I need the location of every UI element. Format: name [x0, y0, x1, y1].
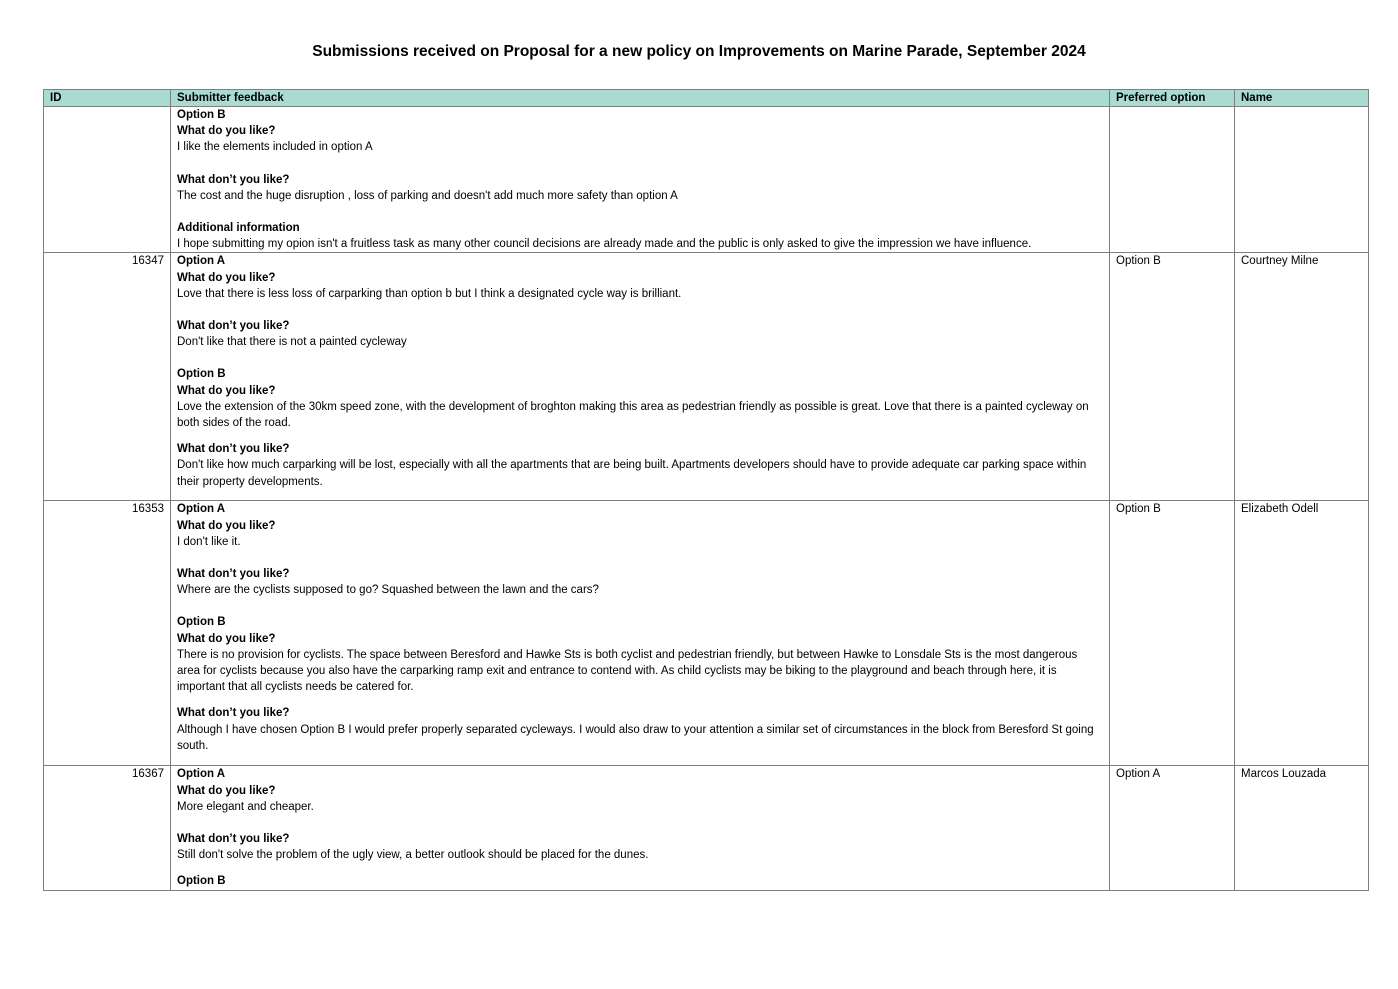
row-name: Elizabeth Odell [1235, 501, 1369, 766]
like-text: I like the elements included in option A [177, 141, 373, 154]
like-heading: What do you like? [177, 784, 276, 797]
dislike-text: Where are the cyclists supposed to go? Squashed between the lawn and the cars? [177, 584, 599, 597]
row-feedback [171, 253, 1110, 501]
dislike-heading: What don’t you like? [177, 320, 290, 333]
page-title: Submissions received on Proposal for a new policy on Improvements on Marine Parade, September 2024 [312, 43, 1086, 60]
option-b-label: Option B [177, 368, 226, 381]
like-text: More elegant and cheaper. [177, 800, 314, 813]
option-label: Option B [177, 109, 226, 121]
row-id: 16353 [44, 501, 171, 766]
like-heading: What do you like? [177, 632, 276, 645]
column-header-name: Name [1235, 90, 1369, 107]
option-a-label: Option A [177, 768, 226, 781]
row-feedback [171, 107, 1110, 253]
dislike-heading: What don’t you like? [177, 568, 290, 581]
dislike-text: The cost and the huge disruption , loss of parking and doesn't add much more safety than option A [177, 189, 678, 202]
column-header-preferred-option: Preferred option [1110, 90, 1235, 107]
row-id: 16347 [44, 253, 171, 501]
column-header-id: ID [44, 90, 171, 107]
dislike-heading: What don’t you like? [177, 833, 290, 846]
table-row [44, 501, 1369, 766]
like-text: I don't like it. [177, 535, 241, 548]
table-header-row [44, 90, 1369, 107]
like-text: Love the extension of the 30km speed zone, with the development of broghton making this area as pedestrian friendly as possible is great. Love that there is a painted cycleway on both sides of the road. [177, 400, 1089, 430]
row-preferred-option: Option A [1110, 766, 1235, 890]
table-row [44, 107, 1369, 253]
row-name [1235, 107, 1369, 253]
row-id: 16367 [44, 766, 171, 890]
row-name: Courtney Milne [1235, 253, 1369, 501]
additional-info-heading: Additional information [177, 222, 300, 235]
column-header-feedback: Submitter feedback [171, 90, 1110, 107]
dislike-heading: What don’t you like? [177, 707, 290, 720]
option-b-label: Option B [177, 875, 226, 888]
dislike-heading: What don’t you like? [177, 173, 290, 186]
like-heading: What do you like? [177, 519, 276, 532]
row-preferred-option: Option B [1110, 501, 1235, 766]
dislike-text: Don't like how much carparking will be lost, especially with all the apartments that are being built. Apartments developers should have to provide adequate car parking space within their property developments. [177, 459, 1087, 488]
table-row [44, 253, 1369, 501]
dislike-text: Still don't solve the problem of the ugly view, a better outlook should be placed for the dunes. [177, 849, 649, 862]
row-id [44, 107, 171, 253]
row-preferred-option [1110, 107, 1235, 253]
dislike-text: Don't like that there is not a painted cycleway [177, 336, 407, 349]
submissions-table [43, 89, 1369, 891]
dislike-text: Although I have chosen Option B I would prefer properly separated cycleways. I would also draw to your attention a similar set of circumstances in the block from Beresford St going south. [177, 723, 1094, 752]
like-heading: What do you like? [177, 384, 276, 397]
option-b-label: Option B [177, 616, 226, 629]
additional-info-text: I hope submitting my opion isn't a fruitless task as many other council decisions are already made and the public is only asked to give the impression we have influence. [177, 238, 1032, 251]
row-name: Marcos Louzada [1235, 766, 1369, 890]
row-feedback [171, 501, 1110, 766]
option-a-label: Option A [177, 255, 226, 268]
option-a-label: Option A [177, 503, 226, 516]
dislike-heading: What don’t you like? [177, 443, 290, 456]
like-heading: What do you like? [177, 125, 276, 138]
like-text: Love that there is less loss of carparking than option b but I think a designated cycle way is brilliant. [177, 287, 682, 300]
table-row [44, 766, 1369, 890]
row-preferred-option: Option B [1110, 253, 1235, 501]
row-feedback [171, 766, 1110, 890]
like-text: There is no provision for cyclists. The space between Beresford and Hawke Sts is both cyclist and pedestrian friendly, but between Hawke to Lonsdale Sts is the most dangerous area for cyclists because you also have the carparking ramp exit and entrance to contend with. As child cyclists may be biking to the playground and beach through here, it is important that all cyclists needs be catered for. [177, 648, 1078, 694]
like-heading: What do you like? [177, 271, 276, 284]
